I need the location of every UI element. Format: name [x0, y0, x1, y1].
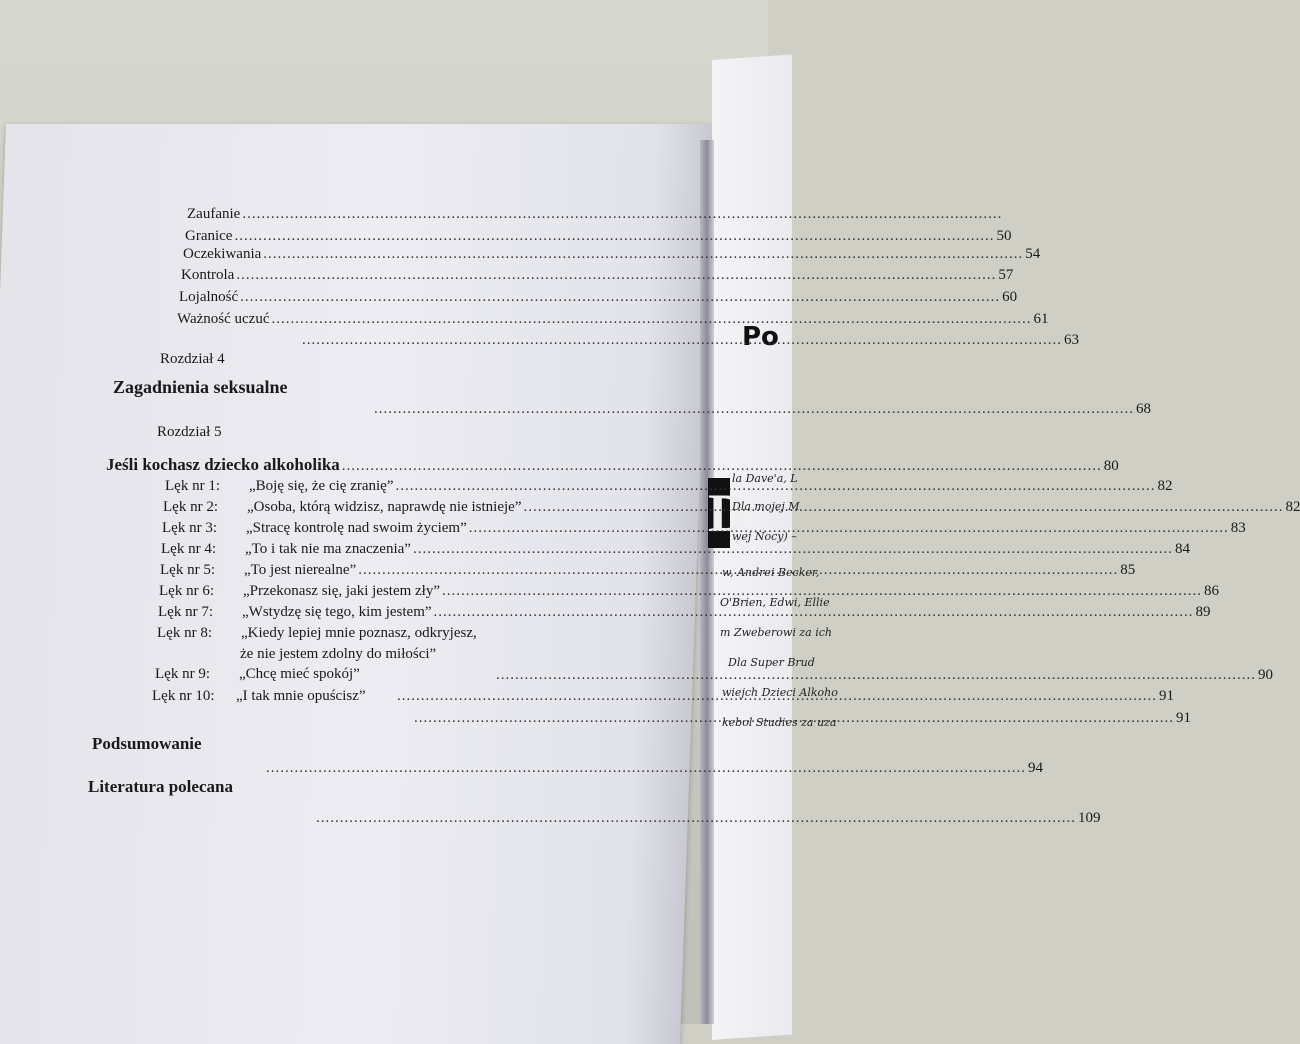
fear-entry-page-line [494, 667, 1273, 684]
fear-entry [161, 541, 1190, 558]
fear-title: „Przekonasz się, jaki jestem zły” [243, 583, 441, 599]
right-page-line: la Dave'a, L [732, 472, 798, 485]
fear-entry [152, 688, 402, 705]
leader-dots [236, 267, 996, 284]
summary-title: Podsumowanie [92, 734, 202, 753]
fear-page: 83 [1230, 520, 1246, 536]
literature-entry [88, 777, 388, 797]
leader-dots [442, 583, 1202, 600]
chapter-5-heading [106, 455, 1119, 475]
leader-dots [266, 760, 1026, 777]
fear-label: Lęk nr 8: [157, 625, 212, 641]
literature-title: Literatura polecana [88, 777, 233, 796]
right-page-line: kebol Studies za uza [722, 716, 837, 729]
leader-dots [316, 810, 1076, 827]
toc-entry-title: Kontrola [181, 267, 235, 283]
fear-entry [157, 625, 650, 642]
right-page-line: wiejch Dzieci Alkoho [722, 686, 838, 699]
fear-label: Lęk nr 6: [159, 583, 214, 599]
right-page-line: O'Brien, Edwi, Ellie [720, 596, 830, 609]
fear-entry [158, 604, 1211, 621]
literature-page-line [314, 810, 1101, 827]
fear-label: Lęk nr 1: [165, 478, 220, 494]
summary-entry [92, 734, 645, 754]
literature-page: 109 [1078, 810, 1101, 826]
right-page-line: wej Nocy) – [732, 530, 797, 543]
toc-entry-title: Granice [185, 228, 233, 244]
toc-entry-page: 61 [1033, 311, 1049, 327]
fear-page: 86 [1204, 583, 1220, 599]
right-page-line: w, Andrei Becker, [722, 566, 820, 579]
fear-entry [159, 583, 1220, 600]
leader-dots [469, 520, 1229, 537]
toc-entry-title: Oczekiwania [183, 246, 262, 262]
leader-dots [414, 710, 1174, 727]
toc-entry-page: 68 [1136, 401, 1151, 417]
fear-page: 85 [1120, 562, 1136, 578]
fear-title: „I tak mnie opuścisz” [236, 688, 366, 704]
leader-dots [523, 499, 1283, 516]
fear-page: 82 [1157, 478, 1173, 494]
fear-label: Lęk nr 10: [152, 688, 215, 704]
leader-dots [240, 289, 1000, 306]
fear-page: 91 [1176, 710, 1191, 726]
toc-entry-page: 50 [996, 228, 1012, 244]
toc-entry-page: 63 [1064, 332, 1079, 348]
chapter-4-page-line [372, 401, 1151, 418]
fear-label: Lęk nr 2: [163, 499, 218, 515]
right-page-line: Dla Super Brud [728, 656, 815, 669]
fear-label: Lęk nr 4: [161, 541, 216, 557]
fear-title: „To jest nierealne” [244, 562, 357, 578]
fear-label: Lęk nr 7: [158, 604, 213, 620]
fear-page: 91 [1159, 688, 1174, 704]
toc-entry-page: 54 [1025, 246, 1041, 262]
chapter-4-label: Rozdział 4 [160, 351, 225, 367]
leader-dots [434, 604, 1194, 621]
leader-dots [302, 332, 1062, 349]
fear-label: Lęk nr 5: [160, 562, 215, 578]
fear-entry-continuation [240, 646, 649, 663]
fear-page: 84 [1174, 541, 1190, 557]
toc-entry [181, 267, 1014, 284]
leader-dots [358, 562, 1118, 579]
fear-title: „Chcę mieć spokój” [239, 666, 360, 682]
fear-page: 90 [1258, 667, 1273, 683]
fear-entry [155, 666, 455, 683]
leader-dots [396, 478, 1156, 495]
toc-entry [183, 246, 1041, 263]
toc-entry [185, 228, 1012, 245]
right-page-line: m Zweberowi za ich [720, 626, 832, 639]
fear-title: „Boję się, że cię zranię” [249, 478, 394, 494]
toc-entry-title: Ważność uczuć [177, 311, 270, 327]
leader-dots [242, 206, 1002, 223]
toc-entry [187, 206, 662, 223]
toc-entry-page: 60 [1002, 289, 1018, 305]
chapter-5-label: Rozdział 5 [157, 424, 222, 440]
summary-page-line [264, 760, 1043, 777]
leader-dots [413, 541, 1173, 558]
fear-title: „Osoba, którą widzisz, naprawdę nie istnieje” [247, 499, 522, 515]
right-page-dropcap: D [708, 478, 730, 548]
leader-dots [397, 688, 1157, 705]
leader-dots [342, 458, 1102, 475]
leader-dots [272, 311, 1032, 328]
toc-entry-page: 80 [1103, 458, 1119, 474]
leader-dots [234, 228, 994, 245]
fear-title-line2: że nie jestem zdolny do miłości” [240, 646, 437, 662]
fear-label: Lęk nr 3: [162, 520, 217, 536]
toc-entry-title: Zaufanie [187, 206, 241, 222]
fear-title: „Wstydzę się tego, kim jestem” [242, 604, 432, 620]
fear-page: 89 [1195, 604, 1211, 620]
toc-entry [179, 289, 1018, 306]
summary-page: 94 [1028, 760, 1043, 776]
toc-entry-page: 57 [998, 267, 1014, 283]
leader-dots [263, 246, 1023, 263]
fear-label: Lęk nr 9: [155, 666, 210, 682]
fear-title: „To i tak nie ma znaczenia” [245, 541, 411, 557]
chapter-4-title: Zagadnienia seksualne [113, 377, 288, 397]
toc-entry-title: Lojalność [179, 289, 239, 305]
leader-dots [374, 401, 1134, 418]
fear-title: „Stracę kontrolę nad swoim życiem” [246, 520, 467, 536]
toc-entry [177, 311, 1049, 328]
fear-title: „Kiedy lepiej mnie poznasz, odkryjesz, [241, 625, 477, 641]
fear-page: 82 [1285, 499, 1300, 515]
right-page-title-fragment: Po [742, 322, 779, 352]
chapter-5-title: Jeśli kochasz dziecko alkoholika [106, 455, 340, 474]
right-page-line: Dla mojej M [732, 500, 800, 513]
leader-dots [496, 667, 1256, 684]
